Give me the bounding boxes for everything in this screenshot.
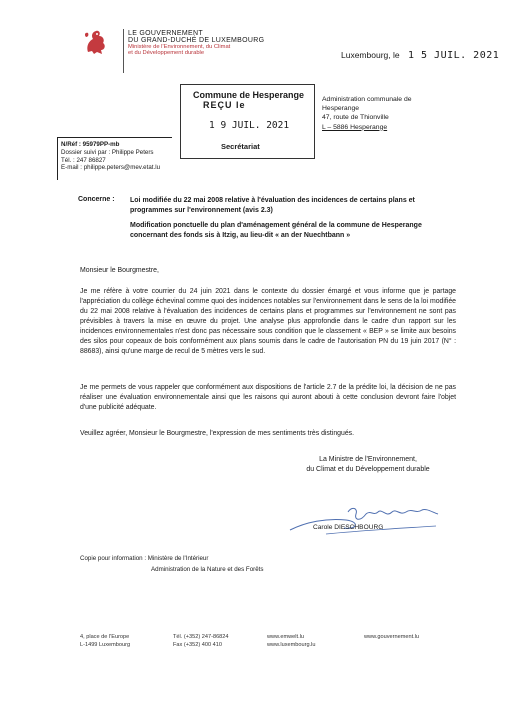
addressee-line3: 47, route de Thionville	[322, 114, 389, 122]
addressee-line4: L – 5886 Hesperange	[322, 123, 388, 131]
stamp-commune: Commune de Hesperange	[193, 90, 305, 100]
footer-contact	[173, 633, 229, 650]
signatory-line2: du Climat et du Développement durable	[306, 466, 430, 474]
government-line1: LE GOUVERNEMENT	[128, 30, 203, 37]
footer-web-luxembourg[interactable]: www.luxembourg.lu	[267, 642, 316, 649]
stamp-date: 1 9 JUIL. 2021	[209, 120, 290, 131]
footer-address-line1: 4, place de l'Europe	[80, 634, 130, 640]
footer-address-line2: L-1499 Luxembourg	[80, 642, 131, 649]
signatory-line1: La Ministre de l'Environnement,	[319, 456, 417, 463]
header-divider	[123, 29, 124, 73]
reference-box	[57, 137, 172, 180]
handwritten-signature	[286, 500, 446, 540]
addressee-line2: Hesperange	[322, 105, 360, 113]
place-date	[341, 50, 499, 61]
copy-line1: Copie pour information : Ministère de l'Intérieur	[80, 555, 209, 562]
footer-web-emwelt[interactable]: www.emwelt.lu	[267, 634, 304, 640]
footer-web-gouvernement[interactable]: www.gouvernement.lu	[364, 634, 420, 640]
paragraph-2: Je me permets de vous rappeler que conformément aux dispositions de l'article 2.7 de la prédite loi, la décision de ne pas réaliser une évaluation environnementale ainsi que les raisons qui auront abouti à cette conclusion devront faire l'objet d'une publicité adéquate.	[80, 384, 456, 411]
signatory-title	[283, 455, 453, 475]
subject-line1: Loi modifiée du 22 mai 2008 relative à l'évaluation des incidences de certains plans et programmes sur l'environnement (avis 2.3)	[130, 197, 415, 215]
ministry-line3: Ministère de l'Environnement, du Climat	[128, 44, 231, 50]
concerne-label: Concerne :	[78, 196, 115, 203]
subject-line2: Modification ponctuelle du plan d'aménagement général de la commune de Hesperange concernant des fonds sis à Itzig, au lieu-dit « an der Nuechtbann »	[130, 222, 422, 240]
footer-fax: Fax (+352) 400 410	[173, 642, 222, 649]
stamp-secretariat: Secrétariat	[221, 142, 260, 151]
paragraph-1: Je me réfère à votre courrier du 24 juin 2021 dans le contexte du dossier émargé et vous informe que je partage l'appréciation du collège échevinal comme quoi des incidences notables sur l'environnement dans le sens de la loi modifiée du 22 mai 2008 relative à l'évaluation des incidences de certains plans et programmes sur l'environnement ne sont pas prévisibles à travers la mise en œuvre du projet. Une analyse plus approfondie dans le cadre d'un rapport sur les incidences environnementales n'est donc pas nécessaire sous condition que le classement « BEP » se limite aux besoins des silos pour copeaux de bois conformément aux plans soumis dans le cadre de l'autorisation PN du 19 juin 2017 (N° : 88683), ainsi qu'une marge de recul de 5 mètres vers le sud.	[80, 288, 456, 355]
letter-date: 1 5 JUIL. 2021	[407, 50, 500, 61]
luxembourg-lion-logo	[80, 28, 110, 56]
received-stamp	[180, 84, 315, 159]
addressee-line1: Administration communale de	[322, 96, 412, 103]
ministry-header	[128, 30, 328, 56]
salutation: Monsieur le Bourgmestre,	[80, 267, 159, 274]
reference-tel: Tél. : 247 86827	[61, 156, 106, 164]
place-label: Luxembourg, le	[341, 50, 400, 60]
reference-email: E-mail : philippe.peters@mev.etat.lu	[61, 164, 161, 172]
addressee-block	[322, 95, 492, 132]
government-line2: DU GRAND-DUCHÉ DE LUXEMBOURG	[128, 37, 265, 44]
ministry-line4: et du Développement durable	[128, 50, 205, 56]
reference-number: N/Réf : 95979PP-mb	[61, 141, 120, 148]
closing-formula: Veuillez agréer, Monsieur le Bourgmestre, l'expression de mes sentiments très distingués.	[80, 430, 355, 437]
footer-address	[80, 633, 130, 650]
signatory-name: Carole DIESCHBOURG	[313, 524, 384, 531]
reference-dossier: Dossier suivi par : Philippe Peters	[61, 148, 154, 156]
footer-web-gov-block	[364, 633, 419, 641]
footer-web	[267, 633, 316, 650]
stamp-received: REÇU le	[203, 100, 246, 110]
copy-line2: Administration de la Nature et des Forêts	[151, 566, 264, 573]
footer-tel: Tél. (+352) 247-86824	[173, 634, 229, 640]
